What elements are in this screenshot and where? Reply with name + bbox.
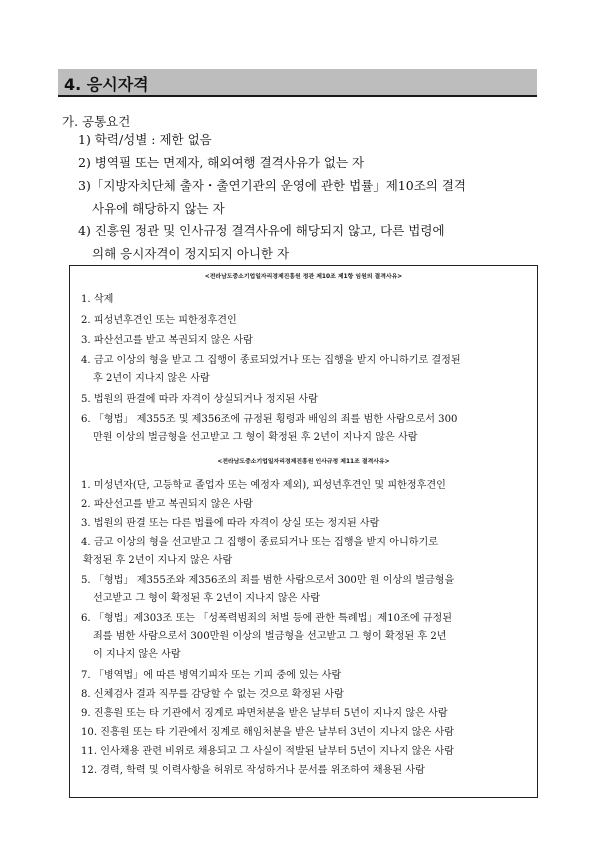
- requirement-item-4-line2: 의해 응시자격이 정지되지 아니한 자: [92, 246, 290, 261]
- rule-item-12: 12. 경력, 학력 및 이력사항을 허위로 작성하거나 문서를 위조하여 채용된 사람: [81, 765, 425, 776]
- article-item-4-line2: 후 2년이 지나지 않은 사람: [93, 373, 210, 384]
- rule-item-6-line2: 죄를 범한 사람으로서 300만원 이상의 벌금형을 선고받고 그 형이 확정된 후 2년: [93, 631, 447, 642]
- requirement-item-3: [78, 179, 466, 216]
- rule-item-4-line1: 4. 금고 이상의 형을 선고받고 그 집행이 종료되거나 또는 집행을 받지 아니하기로: [81, 537, 438, 548]
- article-item-4: [81, 355, 461, 385]
- article-item-5: 5. 법원의 판결에 따라 자격이 상실되거나 정지된 사람: [81, 394, 318, 405]
- article-item-1: 1. 삭제: [81, 294, 114, 305]
- section-header-bar: [58, 69, 537, 97]
- requirement-item-3-line2: 사유에 해당하지 않는 자: [92, 201, 225, 216]
- requirement-item-3-line1: 3)「지방자치단체 출자・출연기관의 운영에 관한 법률」제10조의 결격: [78, 178, 466, 193]
- rule-item-5-line2: 선고받고 그 형이 확정된 후 2년이 지나지 않은 사람: [93, 593, 321, 604]
- rule-item-6-line1: 6. 「형법」제303조 또는 「성폭력범죄의 처벌 등에 관한 특례법」제10조에 규정된: [81, 613, 453, 624]
- requirement-item-1: 1) 학력/성별 : 제한 없음: [78, 132, 212, 147]
- rule-item-1: 1. 미성년자(단, 고등학교 졸업자 또는 예정자 제외), 피성년후견인 및 피한정후견인: [81, 480, 446, 491]
- rule-item-5: [81, 575, 454, 605]
- rule-item-4: [81, 537, 438, 567]
- articles-heading: <전라남도중소기업일자리경제진흥원 정관 제10조 제1항 임원의 결격사유>: [204, 274, 403, 280]
- rule-item-2: 2. 파산선고를 받고 복권되지 않은 사람: [81, 499, 253, 510]
- rule-item-7: 7. 「병역법」에 따른 병역기피자 또는 기피 중에 있는 사람: [81, 670, 342, 681]
- article-item-6: [81, 414, 457, 444]
- requirement-item-2: 2) 병역필 또는 면제자, 해외여행 결격사유가 없는 자: [78, 155, 365, 170]
- rule-item-5-line1: 5. 「형법」 제355조와 제356조의 죄를 범한 사람으로서 300만 원 이상의 벌금형을: [81, 575, 455, 586]
- requirement-item-4-line1: 4) 진흥원 정관 및 인사규정 결격사유에 해당되지 않고, 다른 법령에: [78, 223, 445, 238]
- rule-item-6: [81, 613, 452, 661]
- rule-item-4-line2: 확정된 후 2년이 지나지 않은 사람: [83, 555, 233, 566]
- article-item-3: 3. 파산선고를 받고 복권되지 않은 사람: [81, 335, 253, 346]
- rule-item-10: 10. 진흥원 또는 타 기관에서 징계로 해임처분을 받은 날부터 3년이 지나지 않은 사람: [81, 727, 454, 738]
- section-title: 4. 응시자격: [64, 75, 149, 94]
- article-item-4-line1: 4. 금고 이상의 형을 받고 그 집행이 종료되었거나 또는 집행을 받지 아니하기로 결정된: [81, 355, 461, 366]
- common-requirements-heading: 가. 공통요건: [62, 114, 131, 129]
- rule-item-8: 8. 신체검사 결과 직무를 감당할 수 없는 것으로 확정된 사람: [81, 689, 344, 700]
- article-item-6-line1: 6. 「형법」 제355조 및 제356조에 규정된 횡령과 배임의 죄를 범한 사람으로서 300: [81, 414, 458, 425]
- rule-item-9: 9. 진흥원 또는 타 기관에서 징계로 파면처분을 받은 날부터 5년이 지나지 않은 사람: [81, 708, 448, 719]
- requirement-item-4: [78, 224, 445, 261]
- disqualification-box: [69, 265, 538, 798]
- rule-item-6-line3: 이 지나지 않은 사람: [93, 649, 181, 660]
- article-item-2: 2. 피성년후견인 또는 피한정후견인: [81, 315, 237, 326]
- article-item-6-line2: 만원 이상의 벌금형을 선고받고 그 형이 확정된 후 2년이 지나지 않은 사람: [93, 432, 418, 443]
- rule-item-3: 3. 법원의 판결 또는 다른 법률에 따라 자격이 상실 또는 정지된 사람: [81, 518, 380, 529]
- rules-heading: <전라남도중소기업일자리경제진흥원 인사규정 제11조 결격사유>: [217, 459, 390, 465]
- rule-item-11: 11. 인사채용 관련 비위로 채용되고 그 사실이 적발된 날부터 5년이 지나지 않은 사람: [81, 746, 454, 757]
